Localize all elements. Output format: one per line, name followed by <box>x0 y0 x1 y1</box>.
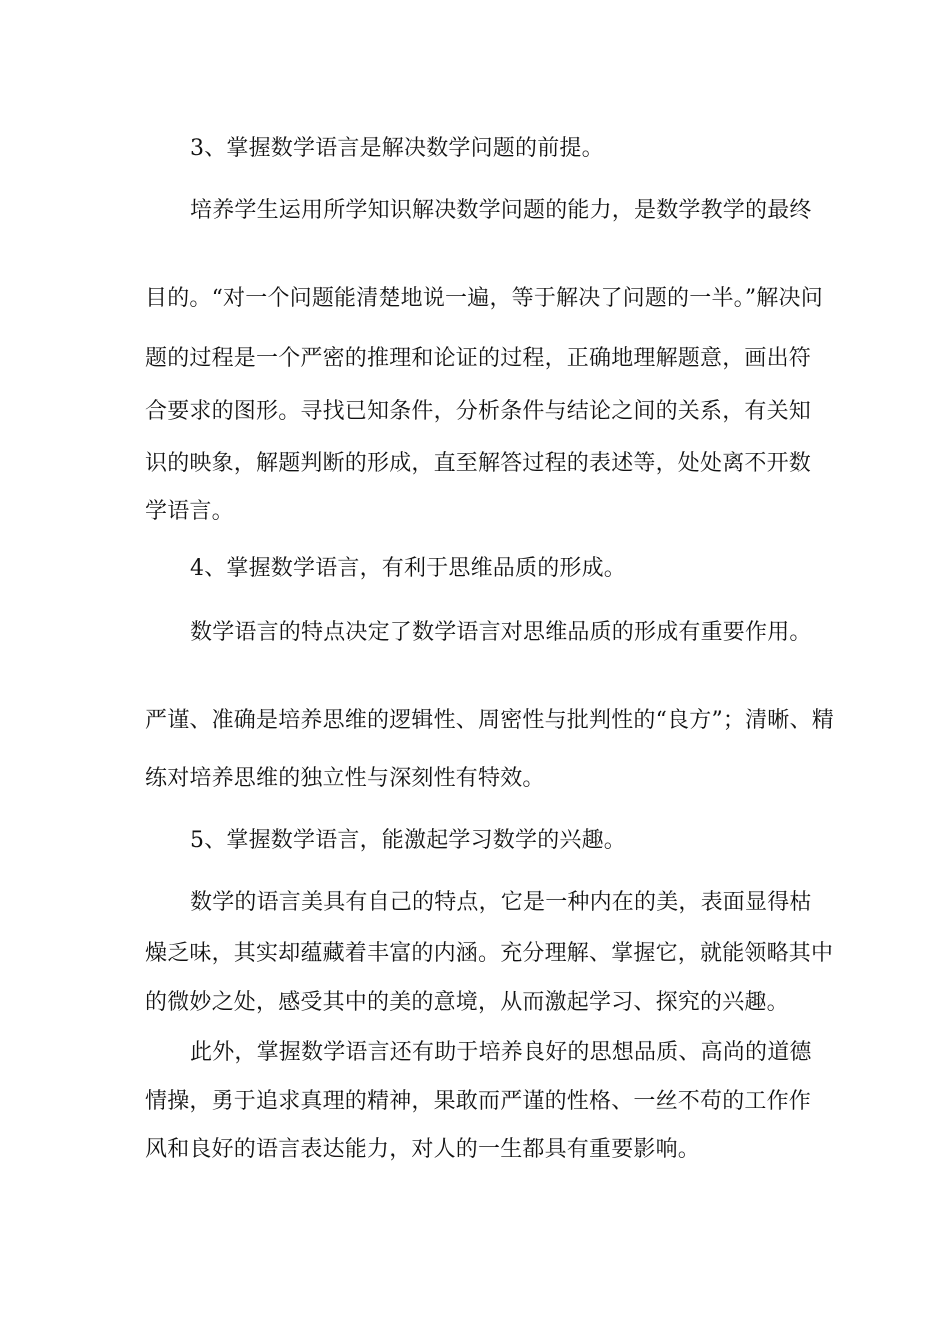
paragraph-line: 合要求的图形。寻找已知条件，分析条件与结论之间的关系，有关知 <box>145 399 812 424</box>
paragraph-line: 风和良好的语言表达能力，对人的一生都具有重要影响。 <box>145 1137 701 1162</box>
paragraph-line: 数学的语言美具有自己的特点，它是一种内在的美，表面显得枯 <box>190 890 812 915</box>
paragraph-line: 识的映象，解题判断的形成，直至解答过程的表述等，处处离不开数 <box>145 451 812 476</box>
paragraph-line: 目的。“对一个问题能清楚地说一遍，等于解决了问题的一半。”解决问 <box>145 286 823 311</box>
paragraph-line: 燥乏味，其实却蕴藏着丰富的内涵。充分理解、掌握它，就能领略其中 <box>145 941 834 966</box>
paragraph-line: 数学语言的特点决定了数学语言对思维品质的形成有重要作用。 <box>190 620 812 645</box>
section-heading-5: 5、掌握数学语言，能激起学习数学的兴趣。 <box>190 828 626 853</box>
paragraph-line: 题的过程是一个严密的推理和论证的过程，正确地理解题意，画出符 <box>145 346 812 371</box>
paragraph-line: 情操，勇于追求真理的精神，果敢而严谨的性格、一丝不苟的工作作 <box>145 1089 812 1114</box>
paragraph-line: 此外，掌握数学语言还有助于培养良好的思想品质、高尚的道德 <box>190 1040 812 1065</box>
section-heading-4: 4、掌握数学语言，有利于思维品质的形成。 <box>190 556 626 581</box>
paragraph-line: 严谨、准确是培养思维的逻辑性、周密性与批判性的“良方”；清晰、精 <box>145 708 834 733</box>
paragraph-line: 学语言。 <box>145 499 234 524</box>
paragraph-line: 练对培养思维的独立性与深刻性有特效。 <box>145 766 545 791</box>
paragraph-line: 培养学生运用所学知识解决数学问题的能力，是数学教学的最终 <box>190 198 812 223</box>
paragraph-line: 的微妙之处，感受其中的美的意境，从而激起学习、探究的兴趣。 <box>145 990 789 1015</box>
section-heading-3: 3、掌握数学语言是解决数学问题的前提。 <box>190 136 604 161</box>
